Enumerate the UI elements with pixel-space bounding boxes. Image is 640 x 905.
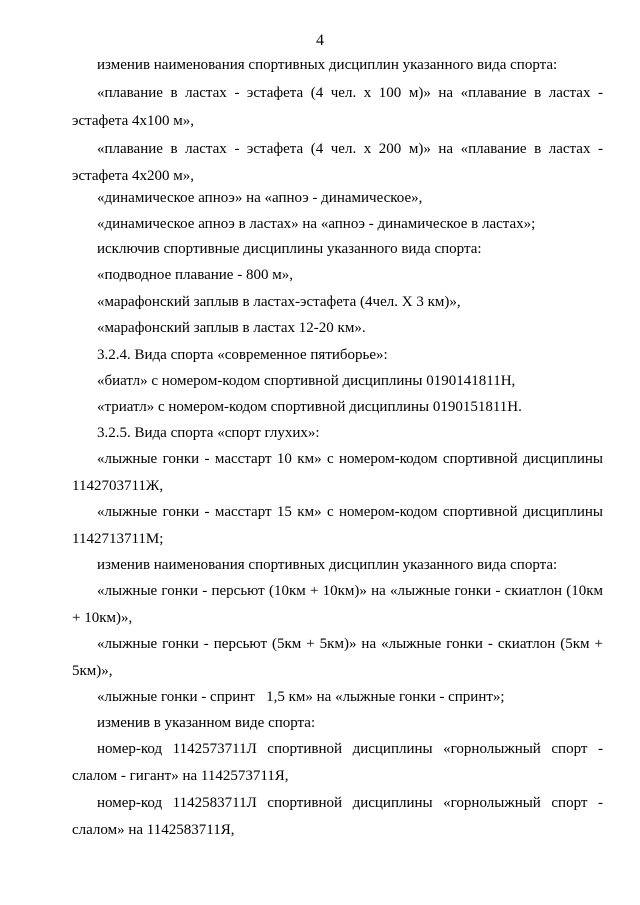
text-line: эстафета 4x200 м», xyxy=(72,168,195,184)
text-line: «марафонский заплыв в ластах 12-20 км». xyxy=(97,320,366,336)
text-line: «лыжные гонки - персьют (10км + 10км)» на «лыжные гонки - скиатлон (10км xyxy=(97,583,603,599)
text-line: слалом» на 1142583711Я, xyxy=(72,822,235,838)
text-line: «плавание в ластах - эстафета (4 чел. х 200 м)» на «плавание в ластах - xyxy=(97,141,603,157)
text-line: «лыжные гонки - персьют (5км + 5км)» на «лыжные гонки - скиатлон (5км + xyxy=(97,636,603,652)
text-line: слалом - гигант» на 1142573711Я, xyxy=(72,768,289,784)
text-line: «лыжные гонки - масстарт 10 км» с номером-кодом спортивной дисциплины xyxy=(97,451,603,467)
text-line: «триатл» с номером-кодом спортивной дисциплины 0190151811Н. xyxy=(97,399,522,415)
text-line: изменив в указанном виде спорта: xyxy=(97,715,316,731)
text-line: «динамическое апноэ» на «апноэ - динамическое», xyxy=(97,190,423,206)
text-line: 5км)», xyxy=(72,663,113,679)
text-line: «марафонский заплыв в ластах-эстафета (4чел. X 3 км)», xyxy=(97,294,461,310)
text-line: + 10км)», xyxy=(72,610,133,626)
text-line: 1142703711Ж, xyxy=(72,478,164,494)
section-heading: 3.2.4. Вида спорта «современное пятиборье»: xyxy=(97,347,388,363)
section-heading: 3.2.5. Вида спорта «спорт глухих»: xyxy=(97,425,320,441)
text-line: 1142713711М; xyxy=(72,531,164,547)
text-line: «плавание в ластах - эстафета (4 чел. х 100 м)» на «плавание в ластах - xyxy=(97,85,603,101)
text-line: «лыжные гонки - масстарт 15 км» с номером-кодом спортивной дисциплины xyxy=(97,504,603,520)
text-line: изменив наименования спортивных дисциплин указанного вида спорта: xyxy=(97,57,558,73)
text-line: «биатл» с номером-кодом спортивной дисциплины 0190141811Н, xyxy=(97,373,516,389)
page-number: 4 xyxy=(316,32,324,49)
text-line: эстафета 4x100 м», xyxy=(72,113,195,129)
text-line: номер-код 1142573711Л спортивной дисциплины «горнолыжный спорт - xyxy=(97,741,603,757)
text-line: изменив наименования спортивных дисциплин указанного вида спорта: xyxy=(97,557,558,573)
text-line: «подводное плавание - 800 м», xyxy=(97,267,293,283)
text-line: «лыжные гонки - спринт 1,5 км» на «лыжные гонки - спринт»; xyxy=(97,689,505,705)
text-line: номер-код 1142583711Л спортивной дисциплины «горнолыжный спорт - xyxy=(97,795,603,811)
text-line: «динамическое апноэ в ластах» на «апноэ - динамическое в ластах»; xyxy=(97,216,536,232)
text-line: исключив спортивные дисциплины указанного вида спорта: xyxy=(97,241,482,257)
